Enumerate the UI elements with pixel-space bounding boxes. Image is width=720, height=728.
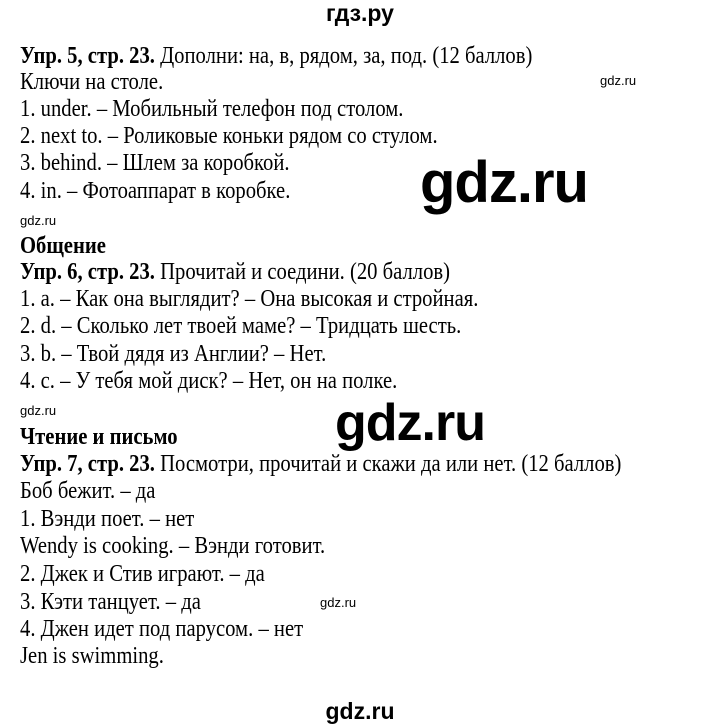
exercise-label: Упр. 5, стр. 23. xyxy=(20,43,155,69)
watermark-small: gdz.ru xyxy=(600,73,637,88)
text-line: 1. Вэнди поет. – нет xyxy=(20,506,195,532)
text-line: 3. Кэти танцует. – да xyxy=(20,589,201,615)
text-line: 4. in. – Фотоаппарат в коробке. xyxy=(20,178,291,204)
header-watermark: гдз.ру xyxy=(326,0,394,26)
footer-watermark: gdz.ru xyxy=(325,698,395,724)
text-line: 4. Джен идет под парусом. – нет xyxy=(20,616,304,642)
text-line: Ключи на столе. xyxy=(20,69,164,95)
text-line: 1. under. – Мобильный телефон под столом. xyxy=(20,96,404,122)
exercise-task: Дополни: на, в, рядом, за, под. (12 баллов) xyxy=(154,43,533,69)
watermark-large: gdz.ru xyxy=(335,394,485,452)
text-line: Wendy is cooking. – Вэнди готовит. xyxy=(20,533,326,559)
text-line: 2. next to. – Роликовые коньки рядом со стулом. xyxy=(20,123,438,149)
exercise-5-heading xyxy=(20,43,532,69)
text-line: Jen is swimming. xyxy=(20,643,164,669)
section-heading: Общение xyxy=(20,233,106,259)
section-heading: Чтение и письмо xyxy=(20,424,178,450)
exercise-task: Посмотри, прочитай и скажи да или нет. (12 баллов) xyxy=(154,451,622,477)
exercise-task: Прочитай и соедини. (20 баллов) xyxy=(154,259,451,285)
text-line: Боб бежит. – да xyxy=(20,478,156,504)
watermark-small: gdz.ru xyxy=(20,213,57,228)
text-line: 2. Джек и Стив играют. – да xyxy=(20,561,265,587)
exercise-7-heading xyxy=(20,451,621,477)
text-line: 3. behind. – Шлем за коробкой. xyxy=(20,150,290,176)
text-line: 2. d. – Сколько лет твоей маме? – Тридцать шесть. xyxy=(20,313,462,339)
watermark-large: gdz.ru xyxy=(420,150,588,215)
exercise-6-heading xyxy=(20,259,450,285)
text-line: 1. a. – Как она выглядит? – Она высокая и стройная. xyxy=(20,286,479,312)
text-line: 4. c. – У тебя мой диск? – Нет, он на полке. xyxy=(20,368,398,394)
watermark-small: gdz.ru xyxy=(20,403,57,418)
exercise-label: Упр. 6, стр. 23. xyxy=(20,259,155,285)
text-line: 3. b. – Твой дядя из Англии? – Нет. xyxy=(20,341,327,367)
exercise-label: Упр. 7, стр. 23. xyxy=(20,451,155,477)
watermark-small: gdz.ru xyxy=(320,595,357,610)
